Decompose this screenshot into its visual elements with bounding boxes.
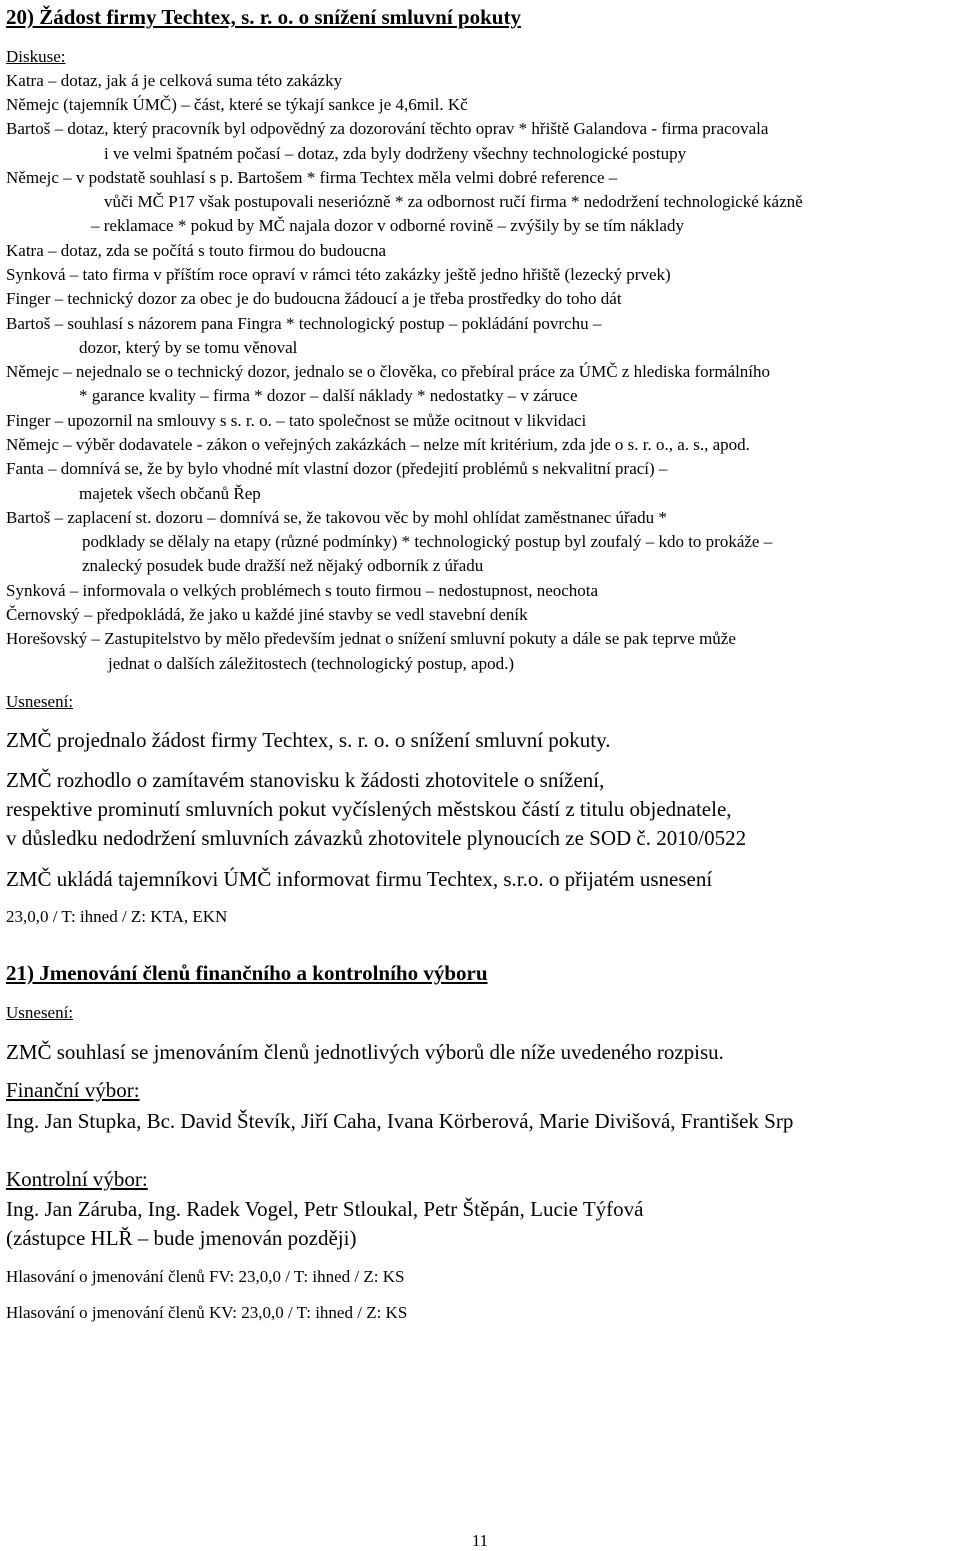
- discussion-line: Finger – upozornil na smlouvy s s. r. o. – tato společnost se může ocitnout v likvidaci: [6, 411, 587, 430]
- discussion-line: Synková – informovala o velkých problémech s touto firmou – nedostupnost, neochota: [6, 581, 599, 600]
- page-number: 11: [471, 1531, 489, 1550]
- discussion-line: i ve velmi špatném počasí – dotaz, zda byly dodrženy všechny technologické postupy: [104, 144, 687, 163]
- discussion-line: vůči MČ P17 však postupovali neseriózně * za odbornost ručí firma * nedodržení technologické kázně: [104, 192, 803, 211]
- discussion-line: Synková – tato firma v příštím roce opraví v rámci této zakázky ještě jedno hřiště (lezecký prvek): [6, 265, 671, 284]
- discussion-line: Němejc – nejednalo se o technický dozor, jednalo se o člověka, co přebíral práce za ÚMČ z hlediska formálního: [6, 362, 771, 381]
- control-committee-members: Ing. Jan Záruba, Ing. Radek Vogel, Petr Stloukal, Petr Štěpán, Lucie Týfová: [6, 1197, 644, 1221]
- control-committee-note: (zástupce HLŘ – bude jmenován později): [6, 1226, 357, 1250]
- control-committee-label: Kontrolní výbor:: [6, 1167, 148, 1191]
- vote-result: 23,0,0 / T: ihned / Z: KTA, EKN: [6, 907, 228, 926]
- discussion-line: Němejc (tajemník ÚMČ) – část, které se týkají sankce je 4,6mil. Kč: [6, 95, 468, 114]
- discussion-line: Bartoš – souhlasí s názorem pana Fingra * technologický postup – pokládání povrchu –: [6, 314, 602, 333]
- discussion-line: – reklamace * pokud by MČ najala dozor v odborné rovině – zvýšily by se tím náklady: [91, 216, 684, 235]
- resolution-line: respektive prominutí smluvních pokut vyčíslených městskou částí z titulu objednatele,: [6, 797, 732, 821]
- discussion-line: dozor, který by se tomu věnoval: [79, 338, 298, 357]
- resolution-line: ZMČ ukládá tajemníkovi ÚMČ informovat firmu Techtex, s.r.o. o přijatém usnesení: [6, 867, 713, 891]
- discussion-line: Katra – dotaz, zda se počítá s touto firmou do budoucna: [6, 241, 387, 260]
- discussion-line: * garance kvality – firma * dozor – další náklady * nedostatky – v záruce: [79, 386, 578, 405]
- resolution-line: ZMČ rozhodlo o zamítavém stanovisku k žádosti zhotovitele o snížení,: [6, 768, 605, 792]
- discussion-line: Katra – dotaz, jak á je celková suma této zakázky: [6, 71, 343, 90]
- discussion-line: Němejc – výběr dodavatele - zákon o veřejných zakázkách – nelze mít kritérium, zda jde o s. r. o., a. s., apod.: [6, 435, 750, 454]
- resolution-line: ZMČ projednalo žádost firmy Techtex, s. r. o. o snížení smluvní pokuty.: [6, 728, 611, 752]
- discussion-line: znalecký posudek bude dražší než nějaký odborník z úřadu: [82, 556, 484, 575]
- discussion-label: Diskuse:: [6, 47, 66, 66]
- vote-kv: Hlasování o jmenování členů KV: 23,0,0 / T: ihned / Z: KS: [6, 1303, 408, 1322]
- financial-committee-label: Finanční výbor:: [6, 1078, 140, 1102]
- discussion-line: Horešovský – Zastupitelstvo by mělo především jednat o snížení smluvní pokuty a dále se pak teprve může: [6, 629, 736, 648]
- resolution-label: Usnesení:: [6, 1003, 74, 1022]
- resolution-label: Usnesení:: [6, 692, 74, 711]
- discussion-line: podklady se dělaly na etapy (různé podmínky) * technologický postup byl zoufalý – kdo to prokáže –: [82, 532, 773, 551]
- resolution-line: v důsledku nedodržení smluvních závazků zhotovitele plynoucích ze SOD č. 2010/0522: [6, 826, 747, 850]
- vote-fv: Hlasování o jmenování členů FV: 23,0,0 / T: ihned / Z: KS: [6, 1267, 405, 1286]
- discussion-line: Černovský – předpokládá, že jako u každé jiné stavby se vedl stavební deník: [6, 605, 528, 624]
- resolution-text: ZMČ souhlasí se jmenováním členů jednotlivých výborů dle níže uvedeného rozpisu.: [6, 1040, 724, 1064]
- discussion-line: Bartoš – zaplacení st. dozoru – domnívá se, že takovou věc by mohl ohlídat zaměstnanec úřadu *: [6, 508, 667, 527]
- discussion-line: Finger – technický dozor za obec je do budoucna žádoucí a je třeba prostředky do toho dát: [6, 289, 622, 308]
- discussion-line: Bartoš – dotaz, který pracovník byl odpovědný za dozorování těchto oprav * hřiště Galandova - firma pracovala: [6, 119, 769, 138]
- financial-committee-members: Ing. Jan Stupka, Bc. David Števík, Jiří Caha, Ivana Körberová, Marie Divišová, František Srp: [6, 1109, 794, 1133]
- section-20-heading: 20) Žádost firmy Techtex, s. r. o. o snížení smluvní pokuty: [6, 5, 521, 29]
- discussion-line: jednat o dalších záležitostech (technologický postup, apod.): [108, 654, 514, 673]
- discussion-line: Fanta – domnívá se, že by bylo vhodné mít vlastní dozor (předejití problémů s nekvalitní prací) –: [6, 459, 668, 478]
- section-21-heading: 21) Jmenování členů finančního a kontrolního výboru: [6, 961, 488, 985]
- discussion-line: Němejc – v podstatě souhlasí s p. Bartošem * firma Techtex měla velmi dobré reference –: [6, 168, 618, 187]
- discussion-line: majetek všech občanů Řep: [79, 484, 261, 503]
